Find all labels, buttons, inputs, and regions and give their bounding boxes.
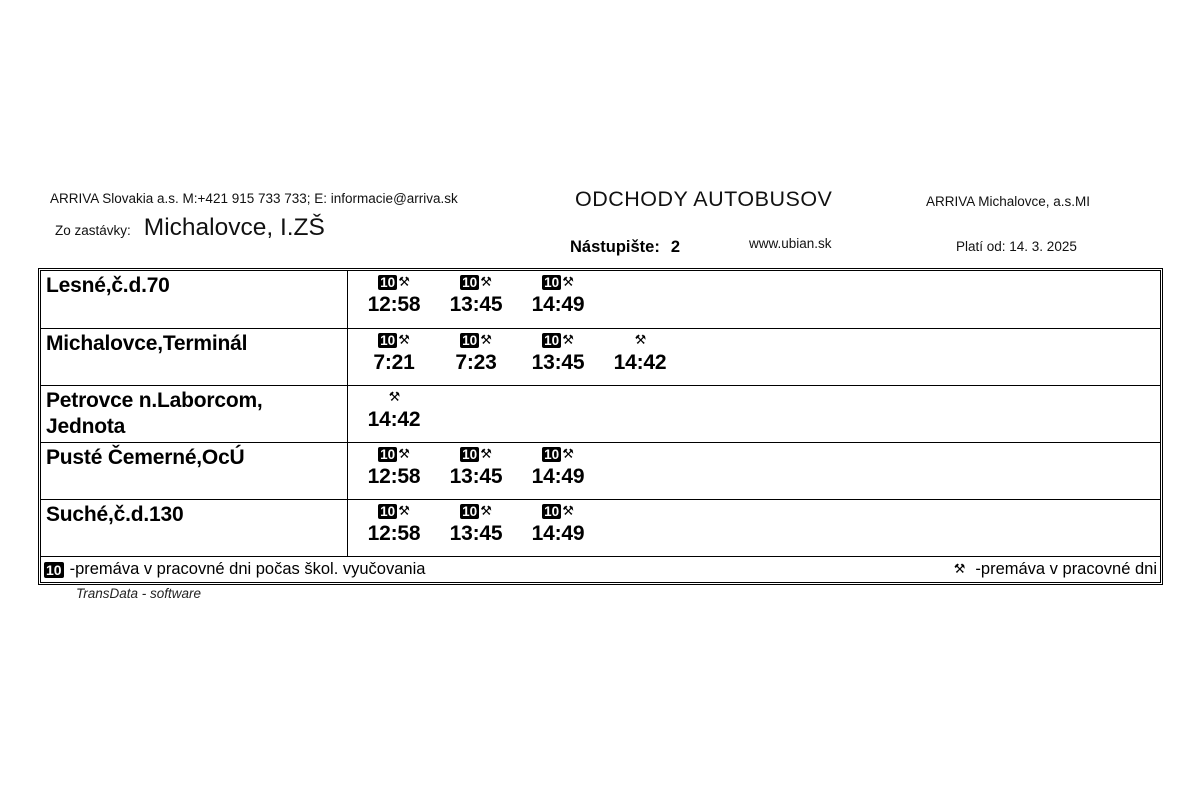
workdays-icon: ⚒: [562, 504, 574, 520]
departure-time: 12:58: [367, 465, 421, 488]
workdays-icon: ⚒: [480, 333, 492, 349]
legend-right-text: -premáva v pracovné dni: [975, 560, 1157, 578]
platform-label: Nástupište:: [570, 238, 660, 256]
workdays-icon: ⚒: [562, 447, 574, 463]
workdays-icon: ⚒: [398, 504, 410, 520]
departure: [517, 329, 599, 385]
departure-marks: [353, 271, 435, 292]
company-name-right: ARRIVA Michalovce, a.s.MI: [926, 194, 1091, 209]
departure-time: 12:58: [367, 293, 421, 316]
departure-time: 14:42: [613, 351, 667, 374]
departure: [435, 329, 517, 385]
destination-cell: Lesné,č.d.70: [41, 271, 348, 328]
stop-line: [55, 214, 325, 242]
departure-time: 7:21: [373, 351, 415, 374]
departure-time: 13:45: [531, 351, 585, 374]
departure-time: 7:23: [455, 351, 497, 374]
destination-cell: Michalovce,Terminál: [41, 329, 348, 385]
note-10-badge-icon: 10: [462, 504, 478, 520]
note-10-badge-icon: 10: [380, 333, 396, 349]
table-row: [41, 385, 1160, 442]
note-10-badge-icon: 10: [544, 504, 560, 520]
departure-time: 13:45: [449, 293, 503, 316]
workdays-icon: ⚒: [388, 390, 401, 406]
departure-marks: [435, 329, 517, 350]
table-row: [41, 499, 1160, 556]
timetable-body: [41, 271, 1160, 556]
platform-value: 2: [670, 238, 681, 256]
departure-marks: [353, 500, 435, 521]
workdays-icon: ⚒: [480, 275, 492, 291]
departure-time: 14:42: [367, 408, 421, 431]
workdays-icon: ⚒: [562, 275, 574, 291]
note-10-badge-icon: 10: [46, 561, 62, 578]
departure-marks: [353, 386, 435, 407]
departure-marks: [517, 271, 599, 292]
departure: [353, 500, 435, 556]
departures-cell: [348, 329, 1160, 385]
legend-right: [950, 560, 1157, 579]
workdays-icon: ⚒: [634, 333, 647, 349]
stop-label: Zo zastávky:: [55, 223, 131, 238]
departure: [353, 386, 435, 442]
note-10-badge-icon: 10: [462, 275, 478, 291]
destination-cell: Pusté Čemerné,OcÚ: [41, 443, 348, 499]
departure-time: 14:49: [531, 522, 585, 545]
departure-marks: [435, 271, 517, 292]
departure: [599, 329, 681, 385]
destination-cell: Suché,č.d.130: [41, 500, 348, 556]
departure: [517, 443, 599, 499]
note-10-badge-icon: 10: [544, 333, 560, 349]
departure-marks: [517, 329, 599, 350]
note-10-badge-icon: 10: [380, 275, 396, 291]
workdays-icon: ⚒: [480, 447, 492, 463]
departure-marks: [517, 443, 599, 464]
departure-time: 13:45: [449, 522, 503, 545]
departure: [517, 500, 599, 556]
departure-time: 13:45: [449, 465, 503, 488]
workdays-icon: ⚒: [398, 275, 410, 291]
departure: [353, 271, 435, 328]
platform-line: [570, 238, 680, 257]
table-row: [41, 271, 1160, 328]
website-link: www.ubian.sk: [749, 236, 832, 251]
departure-time: 14:49: [531, 293, 585, 316]
departure-marks: [353, 443, 435, 464]
company-contact-left: ARRIVA Slovakia a.s. M:+421 915 733 733; E: informacie@arriva.sk: [50, 191, 458, 206]
workdays-icon: ⚒: [398, 447, 410, 463]
note-10-badge-icon: 10: [544, 447, 560, 463]
departure: [353, 443, 435, 499]
destination-cell: Petrovce n.Laborcom, Jednota: [41, 386, 348, 442]
departure-marks: [517, 500, 599, 521]
departures-cell: [348, 443, 1160, 499]
departures-table: [38, 268, 1163, 585]
software-credit: TransData - software: [76, 586, 202, 601]
note-10-badge-icon: 10: [462, 447, 478, 463]
valid-from: Platí od: 14. 3. 2025: [956, 239, 1077, 254]
workdays-icon: ⚒: [398, 333, 410, 349]
departures-cell: [348, 500, 1160, 556]
departure-marks: [435, 500, 517, 521]
departure-time: 12:58: [367, 522, 421, 545]
table-row: [41, 442, 1160, 499]
departures-cell: [348, 386, 1160, 442]
departure: [435, 443, 517, 499]
table-row: [41, 328, 1160, 385]
workdays-icon: ⚒: [562, 333, 574, 349]
legend-left: [44, 560, 425, 579]
departure-marks: [599, 329, 681, 350]
departure: [435, 271, 517, 328]
page-title: ODCHODY AUTOBUSOV: [575, 187, 833, 211]
workdays-icon: ⚒: [953, 562, 966, 577]
departure: [517, 271, 599, 328]
note-10-badge-icon: 10: [462, 333, 478, 349]
note-10-badge-icon: 10: [380, 504, 396, 520]
departures-cell: [348, 271, 1160, 328]
departure: [353, 329, 435, 385]
departure-time: 14:49: [531, 465, 585, 488]
departure-marks: [353, 329, 435, 350]
note-10-badge-icon: 10: [380, 447, 396, 463]
stop-name: Michalovce, I.ZŠ: [143, 214, 325, 241]
legend-left-text: -premáva v pracovné dni počas škol. vyučovania: [69, 560, 426, 578]
note-10-badge-icon: 10: [544, 275, 560, 291]
legend-row: [41, 556, 1160, 582]
departure: [435, 500, 517, 556]
departure-marks: [435, 443, 517, 464]
workdays-icon: ⚒: [480, 504, 492, 520]
